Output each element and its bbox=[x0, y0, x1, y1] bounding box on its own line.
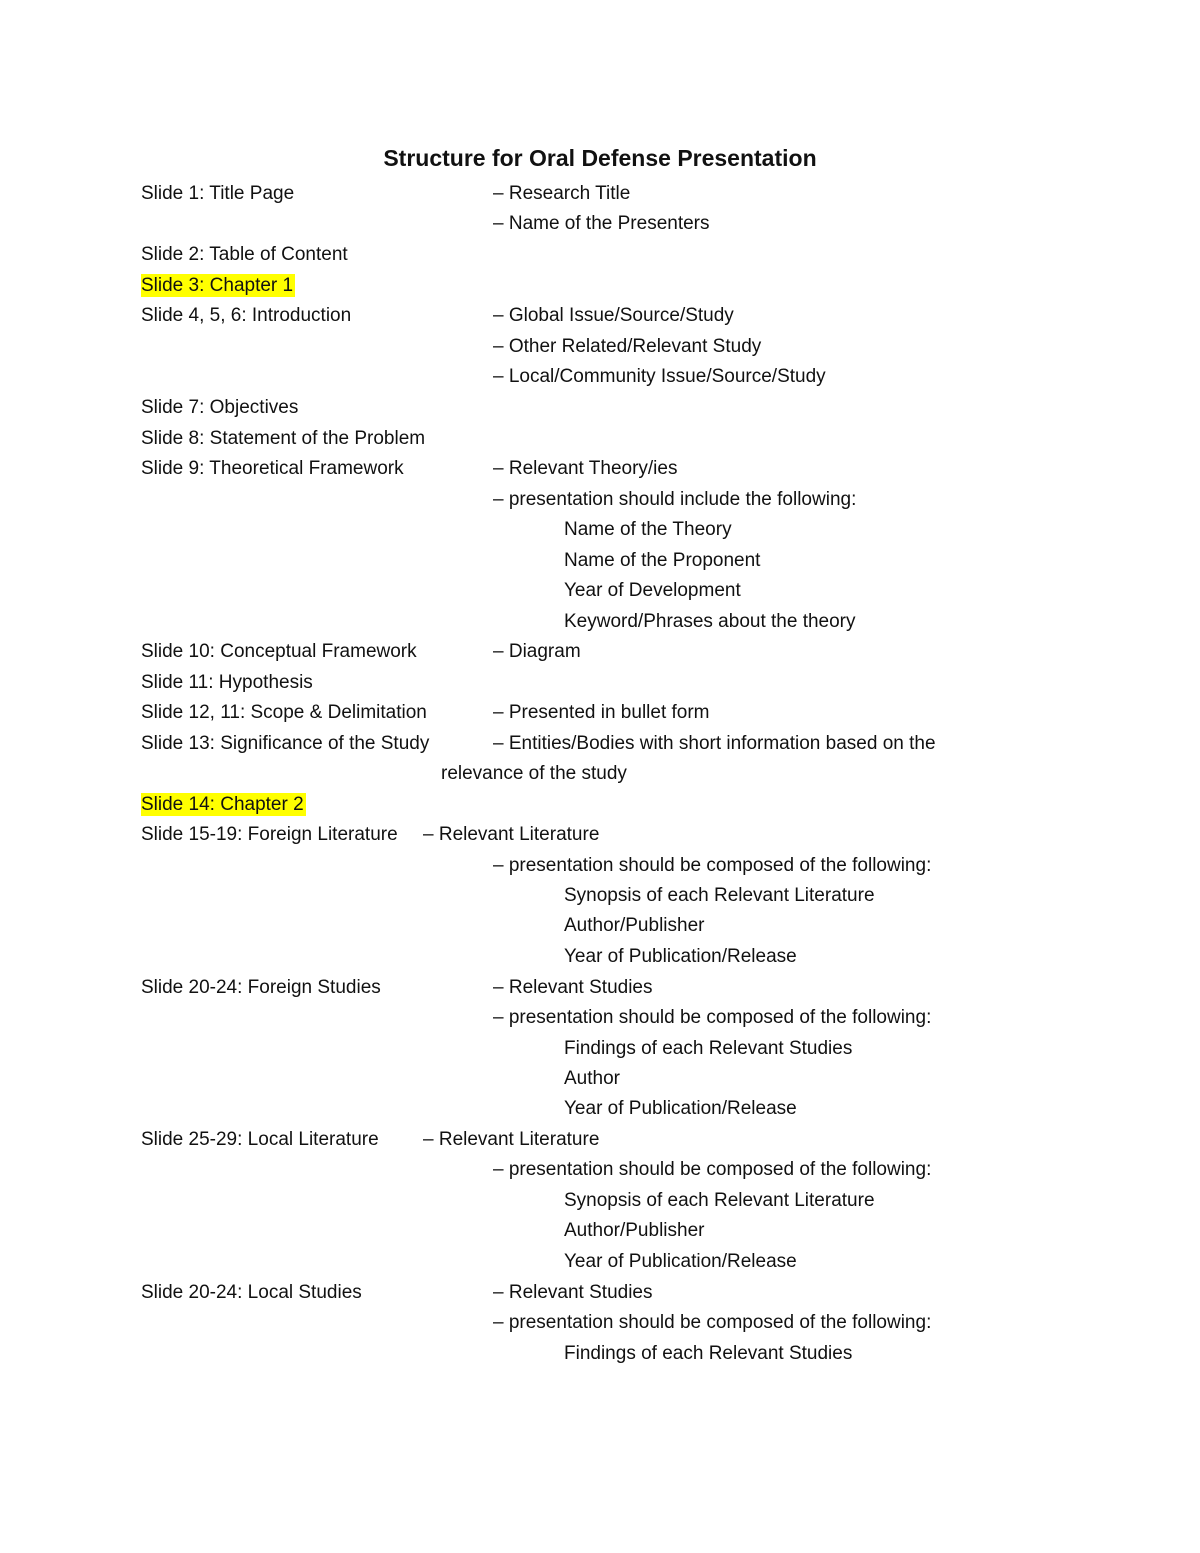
slide-label: Slide 1: Title Page bbox=[141, 183, 295, 204]
slide-subdetail: Year of Development bbox=[564, 580, 741, 601]
slide-label: Slide 13: Significance of the Study bbox=[141, 733, 430, 754]
slide-subdetail: Name of the Theory bbox=[564, 519, 732, 540]
slide-detail: – presentation should be composed of the following: bbox=[493, 1007, 932, 1028]
slide-subdetail: Year of Publication/Release bbox=[564, 946, 797, 967]
slide-subdetail: Year of Publication/Release bbox=[564, 1098, 797, 1119]
slide-detail: – Relevant Literature bbox=[423, 824, 600, 845]
slide-subdetail: Synopsis of each Relevant Literature bbox=[564, 1190, 875, 1211]
slide-detail: – presentation should be composed of the following: bbox=[493, 855, 932, 876]
slide-subdetail: Year of Publication/Release bbox=[564, 1251, 797, 1272]
slide-label: Slide 8: Statement of the Problem bbox=[141, 428, 426, 449]
slide-label: Slide 20-24: Local Studies bbox=[141, 1282, 362, 1303]
slide-subdetail: Synopsis of each Relevant Literature bbox=[564, 885, 875, 906]
slide-subdetail: Findings of each Relevant Studies bbox=[564, 1038, 853, 1059]
slide-label: Slide 10: Conceptual Framework bbox=[141, 641, 417, 662]
slide-label: Slide 7: Objectives bbox=[141, 397, 299, 418]
slide-detail: – Diagram bbox=[493, 641, 581, 662]
slide-subdetail: Author/Publisher bbox=[564, 1220, 705, 1241]
slide-detail: – Global Issue/Source/Study bbox=[493, 305, 734, 326]
slide-label: Slide 9: Theoretical Framework bbox=[141, 458, 404, 479]
slide-detail: – Entities/Bodies with short information based on the bbox=[493, 733, 936, 754]
slide-label: Slide 4, 5, 6: Introduction bbox=[141, 305, 352, 326]
slide-label: Slide 25-29: Local Literature bbox=[141, 1129, 379, 1150]
slide-detail: – presentation should be composed of the following: bbox=[493, 1159, 932, 1180]
slide-subdetail: Name of the Proponent bbox=[564, 550, 761, 571]
document-title: Structure for Oral Defense Presentation bbox=[383, 145, 817, 171]
slide-detail: – Relevant Theory/ies bbox=[493, 458, 678, 479]
slide-subdetail: Author bbox=[564, 1068, 620, 1089]
slide-label: Slide 12, 11: Scope & Delimitation bbox=[141, 702, 427, 723]
slide-subdetail: Keyword/Phrases about the theory bbox=[564, 611, 856, 632]
slide-label: Slide 15-19: Foreign Literature bbox=[141, 824, 398, 845]
slide-detail: – Research Title bbox=[493, 183, 631, 204]
slide-label: Slide 11: Hypothesis bbox=[141, 672, 313, 693]
slide-label: Slide 2: Table of Content bbox=[141, 244, 348, 265]
chapter-heading: Slide 3: Chapter 1 bbox=[141, 275, 294, 296]
slide-subdetail: Author/Publisher bbox=[564, 915, 705, 936]
slide-detail-continued: relevance of the study bbox=[441, 763, 627, 784]
slide-detail: – Relevant Studies bbox=[493, 1282, 653, 1303]
slide-detail: – presentation should include the following: bbox=[493, 489, 857, 510]
chapter-heading: Slide 14: Chapter 2 bbox=[141, 794, 304, 815]
slide-detail: – Relevant Literature bbox=[423, 1129, 600, 1150]
slide-detail: – Presented in bullet form bbox=[493, 702, 710, 723]
slide-detail: – Other Related/Relevant Study bbox=[493, 336, 762, 357]
slide-detail: – presentation should be composed of the following: bbox=[493, 1312, 932, 1333]
slide-subdetail: Findings of each Relevant Studies bbox=[564, 1343, 853, 1364]
slide-label: Slide 20-24: Foreign Studies bbox=[141, 977, 381, 998]
slide-detail: – Relevant Studies bbox=[493, 977, 653, 998]
slide-detail: – Local/Community Issue/Source/Study bbox=[493, 366, 826, 387]
slide-detail: – Name of the Presenters bbox=[493, 213, 710, 234]
